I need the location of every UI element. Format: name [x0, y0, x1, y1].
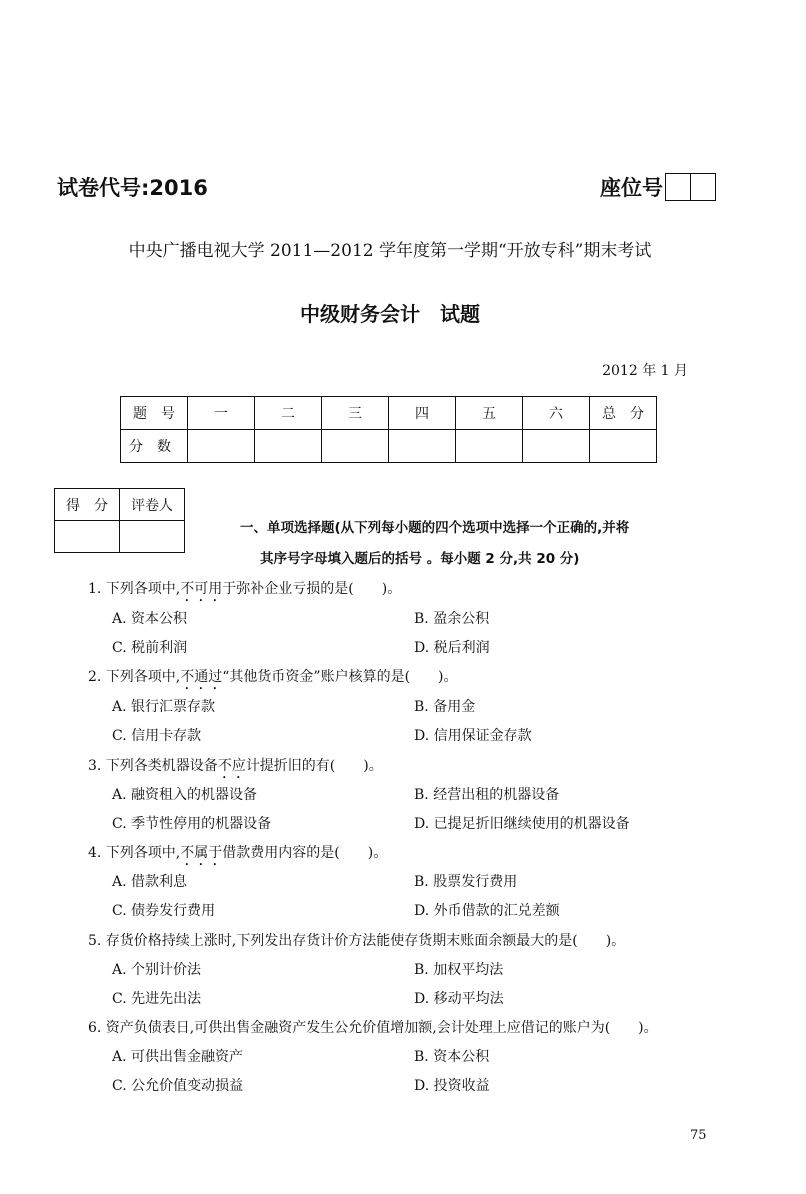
score-cell[interactable]: [523, 430, 590, 463]
option: D. 信用保证金存款: [414, 728, 532, 744]
option: D. 移动平均法: [414, 991, 504, 1007]
exam-code: 试卷代号:2016: [57, 176, 208, 200]
score-table: [120, 396, 657, 463]
option: B. 股票发行费用: [414, 874, 518, 890]
subject-title: 中级财务会计 试题: [300, 302, 480, 326]
question-1: 1. 下列各项中,不可用于弥补企业亏损的是( )。: [88, 581, 402, 597]
seat-boxes: [665, 173, 716, 201]
score-cell[interactable]: [255, 430, 322, 463]
emphasis: 不应: [217, 758, 246, 774]
grader-name-label: 评卷人: [120, 489, 185, 521]
score-table-score-row: [121, 430, 657, 463]
option: C. 信用卡存款: [112, 728, 202, 744]
score-header-cell: 总 分: [590, 397, 657, 430]
page-number: 75: [690, 1128, 707, 1143]
option: B. 资本公积: [414, 1049, 490, 1065]
emphasis: 不可用: [180, 581, 223, 597]
option: B. 加权平均法: [414, 962, 504, 978]
seat-label: 座位号: [600, 176, 663, 200]
question-4: 4. 下列各项中,不属于借款费用内容的是( )。: [88, 845, 388, 861]
score-cell[interactable]: [188, 430, 255, 463]
emphasis: 不属于: [180, 845, 223, 861]
option: D. 投资收益: [414, 1078, 490, 1094]
option: C. 公允价值变动损益: [112, 1078, 244, 1094]
section-heading-line2: 其序号字母填入题后的括号 。每小题 2 分,共 20 分): [260, 551, 580, 567]
grader-score-cell[interactable]: [55, 521, 120, 553]
option: A. 可供出售金融资产: [112, 1049, 244, 1065]
option: D. 税后利润: [414, 640, 490, 656]
exam-title: 中央广播电视大学 2011—2012 学年度第一学期“开放专科”期末考试: [128, 241, 652, 261]
option: A. 银行汇票存款: [112, 699, 216, 715]
score-header-cell: 六: [523, 397, 590, 430]
score-row-label: 分 数: [121, 430, 188, 463]
option: C. 季节性停用的机器设备: [112, 816, 272, 832]
score-header-cell: 四: [389, 397, 456, 430]
question-3: 3. 下列各类机器设备不应计提折旧的有( )。: [88, 758, 383, 774]
emphasis: 不通过: [180, 669, 223, 685]
score-cell[interactable]: [590, 430, 657, 463]
option: C. 债券发行费用: [112, 903, 216, 919]
score-table-header-row: [121, 397, 657, 430]
score-header-cell: 三: [322, 397, 389, 430]
score-header-cell: 五: [456, 397, 523, 430]
section-heading: [240, 513, 740, 575]
question-5: 5. 存货价格持续上涨时,下列发出存货计价方法能使存货期末账面余额最大的是( )。: [88, 933, 626, 949]
option: B. 经营出租的机器设备: [414, 787, 560, 803]
option: A. 融资租入的机器设备: [112, 787, 258, 803]
option: A. 个别计价法: [112, 962, 202, 978]
exam-date: 2012 年 1 月: [602, 363, 688, 379]
score-header-cell: 题 号: [121, 397, 188, 430]
section-heading-line1: 一、单项选择题(从下列每小题的四个选项中选择一个正确的,并将: [240, 520, 630, 536]
score-header-cell: 一: [188, 397, 255, 430]
score-cell[interactable]: [389, 430, 456, 463]
option: C. 先进先出法: [112, 991, 202, 1007]
score-cell[interactable]: [456, 430, 523, 463]
seat-number: [600, 172, 716, 202]
score-cell[interactable]: [322, 430, 389, 463]
grader-name-cell[interactable]: [120, 521, 185, 553]
option: A. 资本公积: [112, 611, 188, 627]
score-header-cell: 二: [255, 397, 322, 430]
grader-score-label: 得 分: [55, 489, 120, 521]
question-6: 6. 资产负债表日,可供出售金融资产发生公允价值增加额,会计处理上应借记的账户为( )。: [88, 1020, 658, 1036]
option: D. 外币借款的汇兑差额: [414, 903, 560, 919]
grader-table: [54, 488, 185, 553]
option: B. 盈余公积: [414, 611, 490, 627]
option: C. 税前利润: [112, 640, 188, 656]
option: D. 已提足折旧继续使用的机器设备: [414, 816, 630, 832]
option: B. 备用金: [414, 699, 476, 715]
question-2: 2. 下列各项中,不通过“其他货币资金”账户核算的是( )。: [88, 669, 458, 685]
option: A. 借款利息: [112, 874, 188, 890]
